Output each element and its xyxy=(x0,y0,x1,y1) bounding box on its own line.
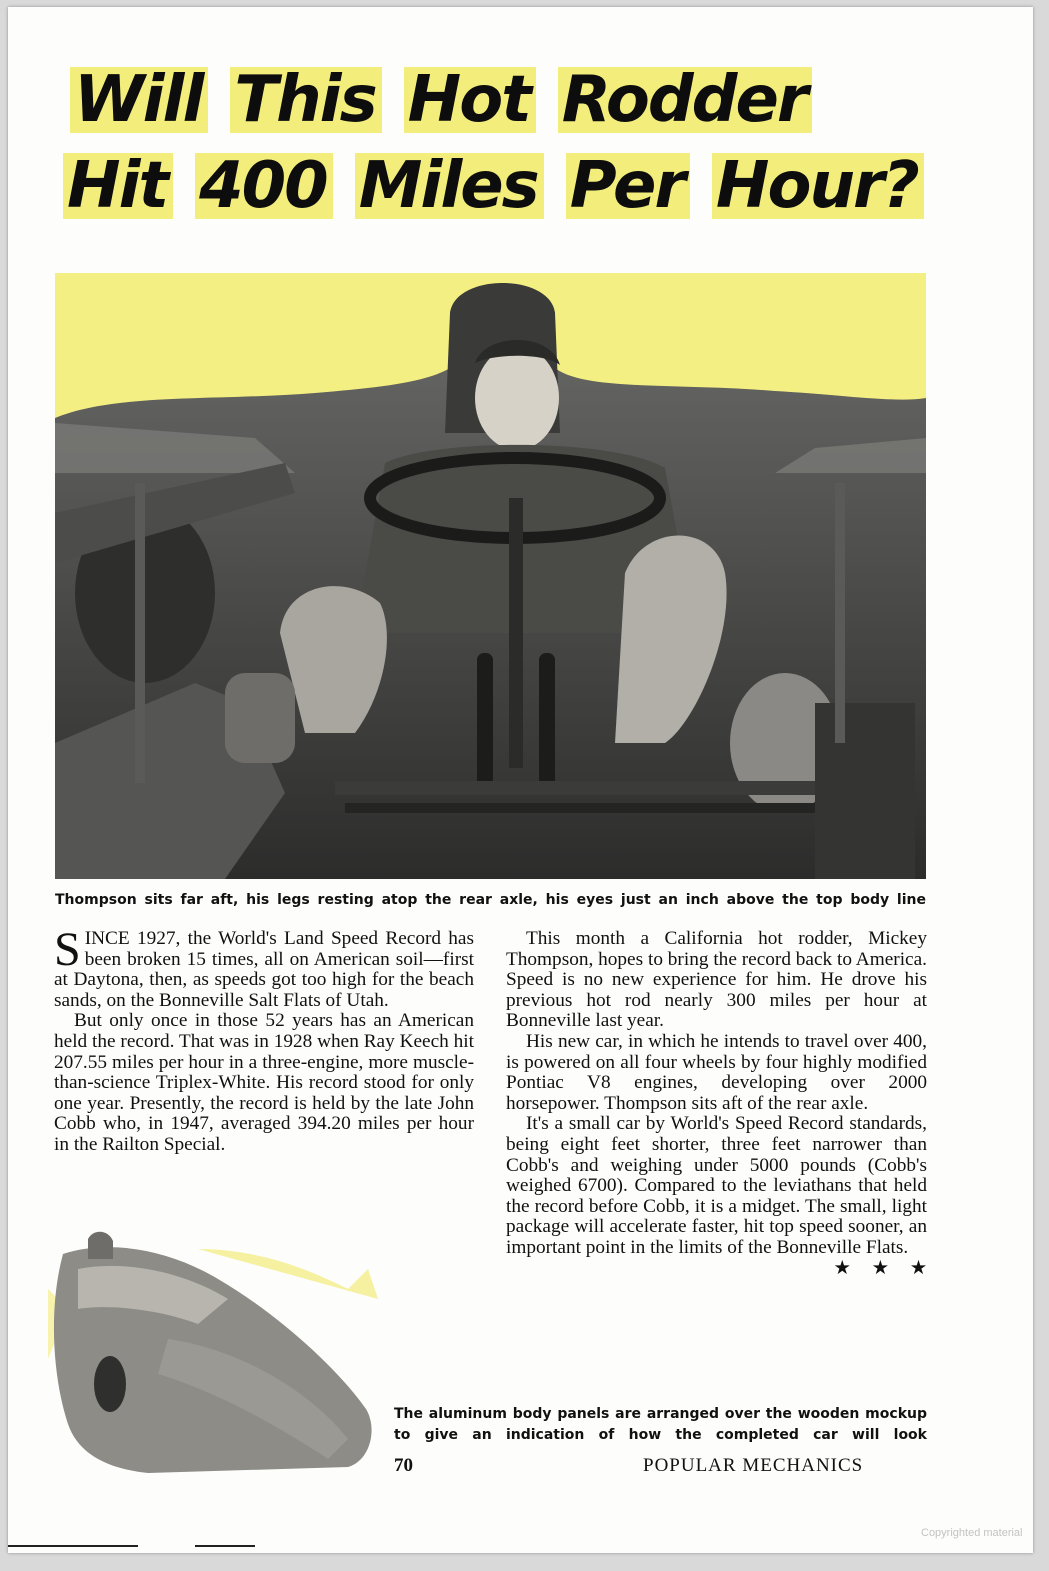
bottom-rule xyxy=(195,1545,255,1547)
page-number: 70 xyxy=(394,1455,413,1476)
drop-cap: S xyxy=(54,923,81,976)
aluminum-body-mockup-image xyxy=(48,1229,388,1479)
headline-word: This xyxy=(230,67,381,133)
headline-word: Rodder xyxy=(558,67,813,133)
main-photo xyxy=(55,273,926,879)
magazine-name: POPULAR MECHANICS xyxy=(643,1455,864,1476)
copyright-watermark: Copyrighted material xyxy=(921,1527,1023,1539)
article-column-2 xyxy=(506,928,935,1279)
article-paragraph: SINCE 1927, the World's Land Speed Record has been broken 15 times, all on American soil—first at Daytona, then, as speeds got too high for the beach sands, on the Bonneville Salt Flats of Utah. xyxy=(54,923,474,1011)
article-paragraph: His new car, in which he intends to travel over 400, is powered on all four wheels by four highly modified Pontiac V8 engines, developing over 2000 horsepower. Thompson sits aft of the rear axle. xyxy=(506,1030,927,1114)
bottom-rule xyxy=(8,1545,138,1547)
article-column-1 xyxy=(54,923,474,1156)
main-photo-caption: Thompson sits far aft, his legs resting atop the rear axle, his eyes just an inch above the top body line xyxy=(55,892,926,908)
headline-word: Hit xyxy=(63,153,173,219)
headline-line-2 xyxy=(63,149,946,223)
car-model-photo xyxy=(48,1229,388,1479)
headline-word: Hour? xyxy=(712,153,924,219)
headline-word: Will xyxy=(70,67,208,133)
article-paragraph: It's a small car by World's Speed Record standards, being eight feet shorter, three feet narrower than Cobb's and weighing under 5000 pounds (Cobb's weighed 6700). Compared to the leviathans that held the record before Cobb, it is a midget. The small, light package will accelerate faster, hit top speed sooner, an important point in the limits of the Bonneville Flats. ★ ★ ★ xyxy=(506,1113,935,1279)
headline-word: Per xyxy=(566,153,690,219)
headline-word: Hot xyxy=(404,67,536,133)
headline-word: Miles xyxy=(355,153,544,219)
headline-line-1 xyxy=(70,63,834,137)
magazine-page xyxy=(8,7,1033,1553)
hot-rod-driver-photo xyxy=(55,273,926,879)
article-paragraph: But only once in those 52 years has an American held the record. That was in 1928 when Ray Keech hit 207.55 miles per hour in a three-engine, more muscle-than-science Triplex-White. His record stood for only one year. Presently, the record is held by the late John Cobb who, in 1947, averaged 394.20 miles per hour in the Railton Special. xyxy=(54,1010,474,1155)
model-photo-caption: The aluminum body panels are arranged over the wooden mockup to give an indication of how the completed car will look xyxy=(394,1406,927,1443)
article-paragraph: This month a California hot rodder, Mickey Thompson, hopes to bring the record back to America. Speed is no new experience for him. He drove his previous hot rod nearly 300 miles per hour at Bonneville last year. xyxy=(506,928,927,1032)
headline-word: 400 xyxy=(195,153,333,219)
end-mark-stars: ★ ★ ★ xyxy=(833,1257,935,1279)
